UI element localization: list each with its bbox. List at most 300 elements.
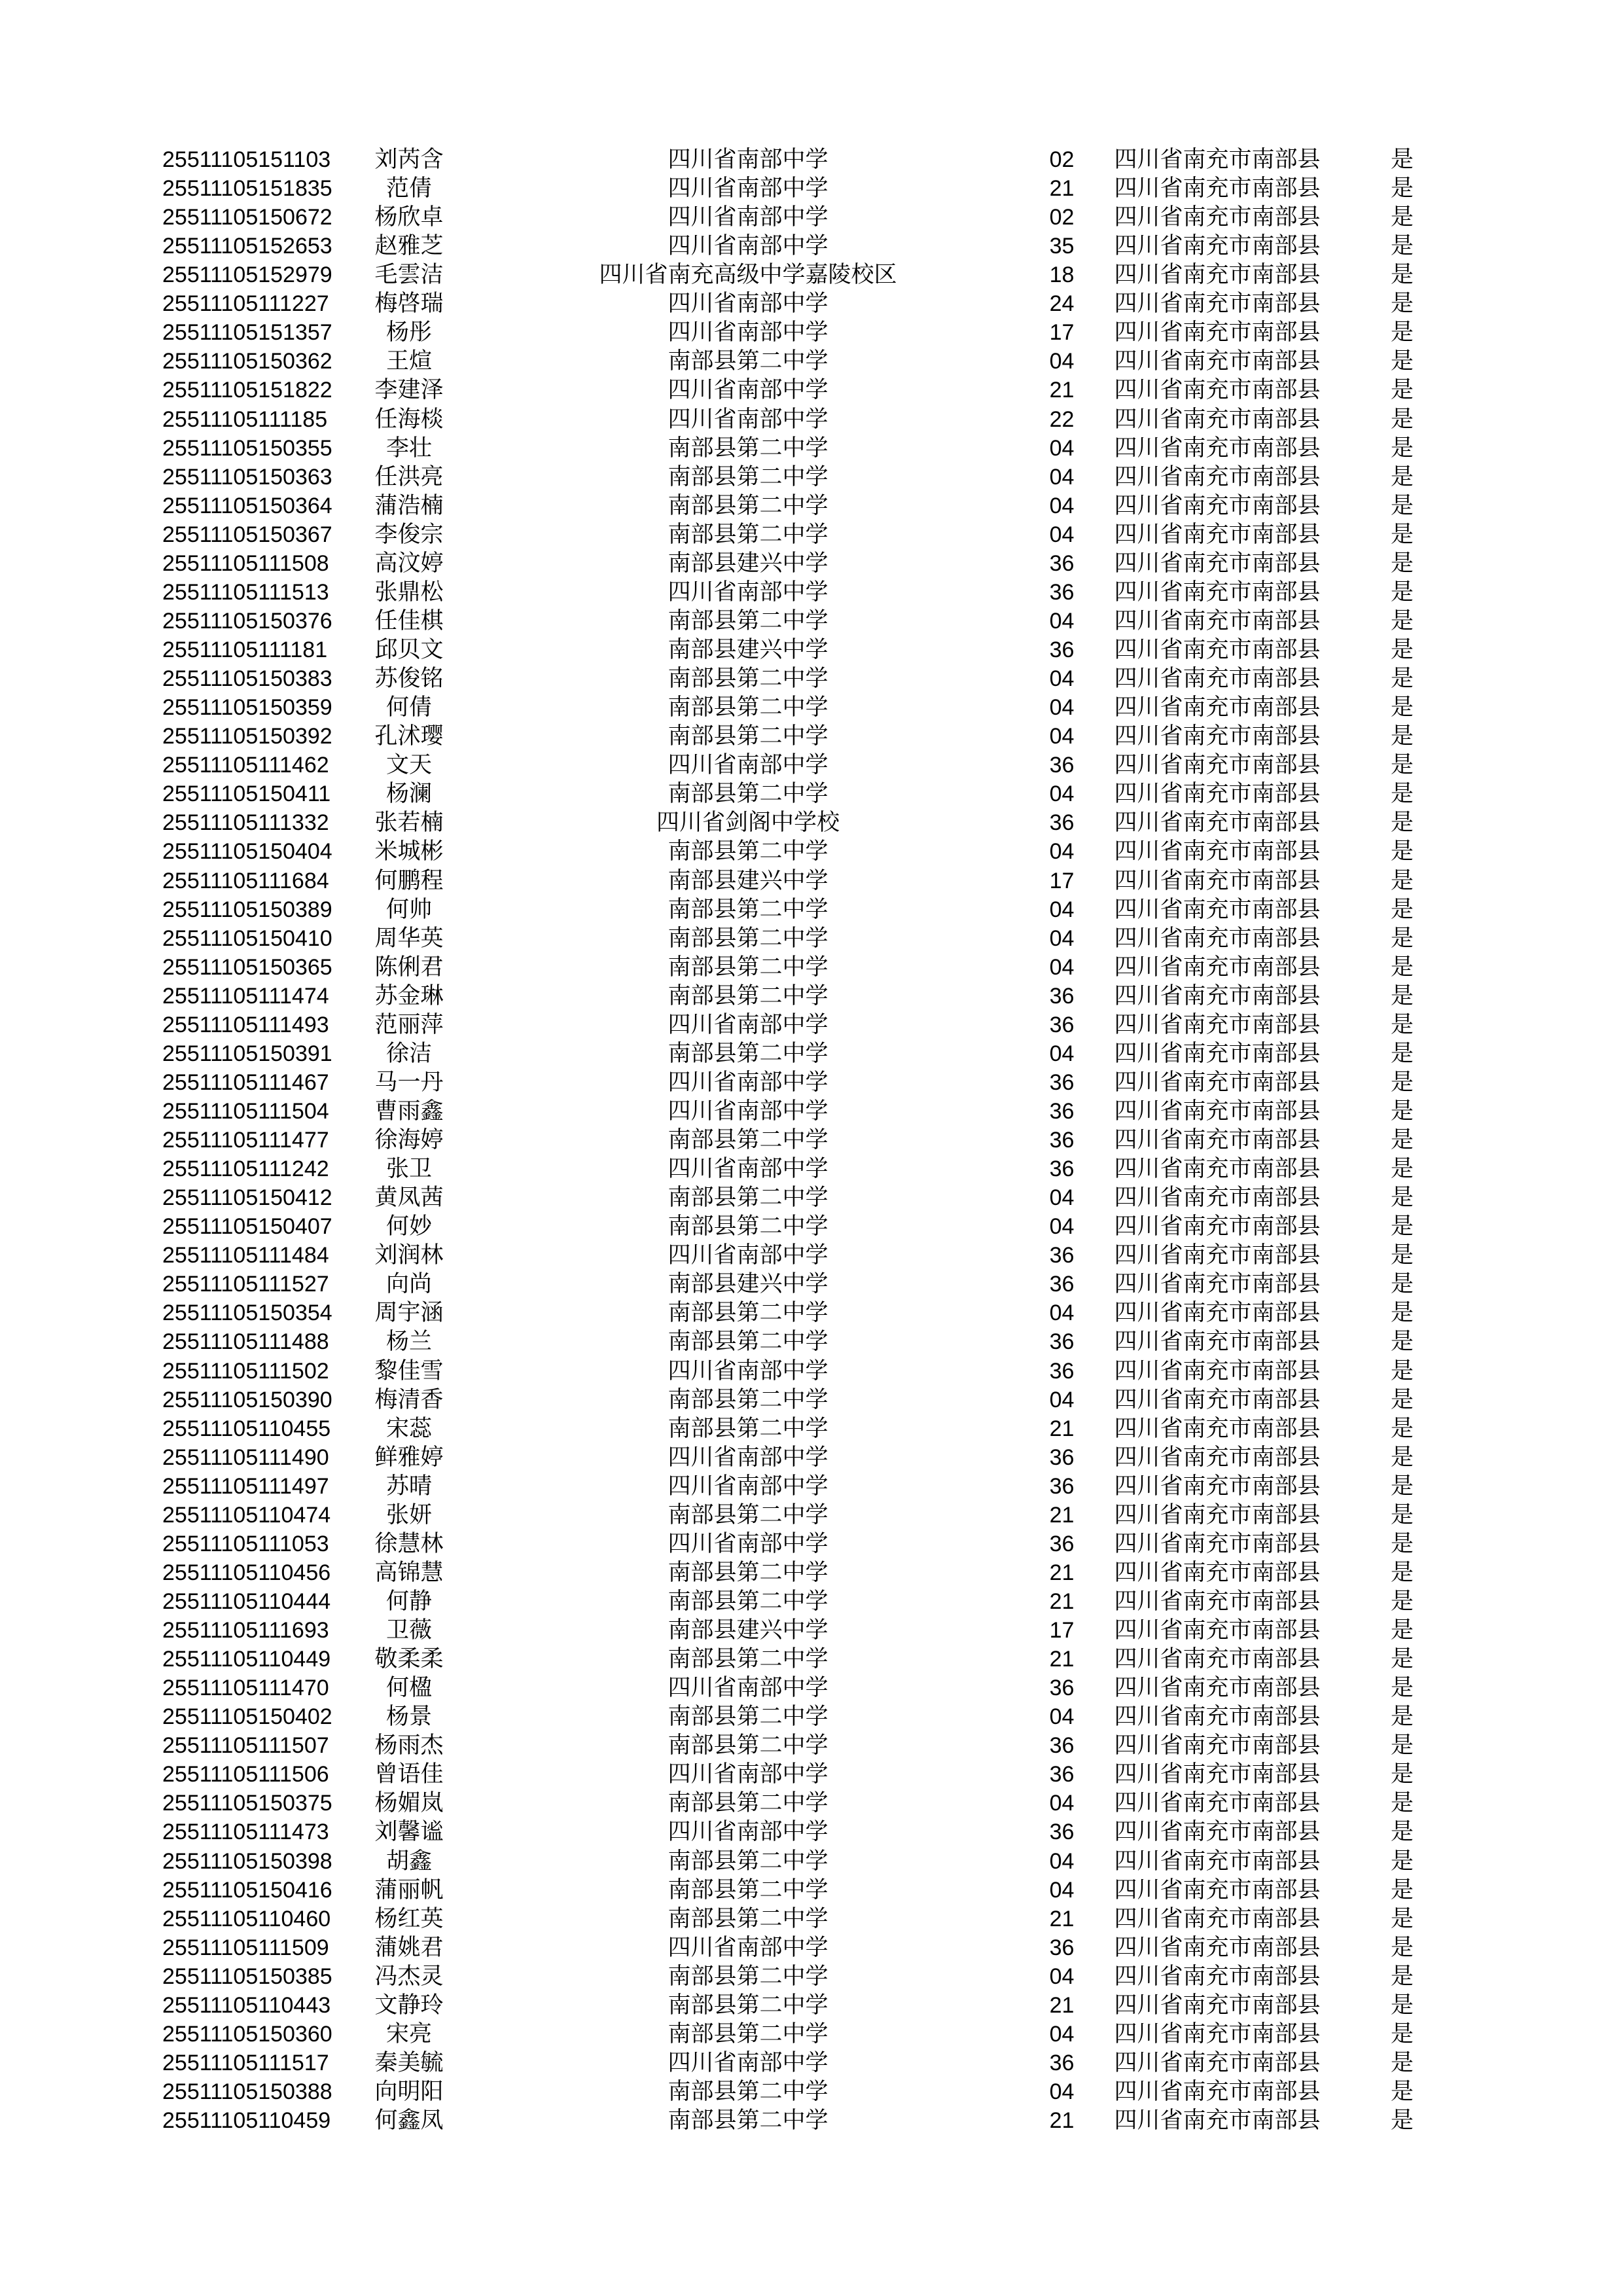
- category-code: 04: [1049, 1704, 1075, 1729]
- confirm-flag: 是: [1390, 1012, 1414, 1037]
- confirm-flag: 是: [1390, 2108, 1414, 2133]
- school-name: 四川省南部中学: [668, 1819, 829, 1844]
- school-name: 南部县第二中学: [668, 2021, 829, 2047]
- table-row: [0, 1933, 1623, 1962]
- category-code: 36: [1049, 1243, 1075, 1268]
- school-name: 四川省南部中学: [668, 291, 829, 316]
- student-name: 曾语佳: [374, 1761, 444, 1787]
- student-name: 宋蕊: [385, 1416, 432, 1441]
- table-row: [0, 520, 1623, 549]
- registration-id: 25511105150389: [162, 897, 332, 922]
- county-name: 四川省南充市南部县: [1114, 1185, 1321, 1210]
- school-name: 南部县第二中学: [668, 2079, 829, 2104]
- category-code: 04: [1049, 781, 1075, 806]
- table-row: [0, 203, 1623, 232]
- confirm-flag: 是: [1390, 838, 1414, 864]
- table-row: [0, 1731, 1623, 1760]
- category-code: 36: [1049, 1820, 1075, 1844]
- confirm-flag: 是: [1390, 1300, 1414, 1325]
- registration-id: 25511105111053: [162, 1532, 329, 1556]
- school-name: 南部县第二中学: [668, 1127, 829, 1153]
- student-name: 何帅: [385, 897, 432, 922]
- student-name: 李建泽: [374, 377, 444, 403]
- confirm-flag: 是: [1390, 723, 1414, 749]
- county-name: 四川省南充市南部县: [1114, 1012, 1321, 1037]
- school-name: 四川省南部中学: [668, 406, 829, 432]
- county-name: 四川省南充市南部县: [1114, 233, 1321, 259]
- school-name: 四川省南部中学: [668, 204, 829, 230]
- category-code: 21: [1049, 1647, 1075, 1672]
- county-name: 四川省南充市南部县: [1114, 291, 1321, 316]
- table-row: [0, 1472, 1623, 1501]
- category-code: 35: [1049, 234, 1075, 259]
- table-row: [0, 751, 1623, 780]
- school-name: 四川省南部中学: [668, 1761, 829, 1787]
- registration-id: 25511105110455: [162, 1416, 331, 1441]
- registration-id: 25511105110460: [162, 1907, 331, 1931]
- county-name: 四川省南充市南部县: [1114, 1473, 1321, 1499]
- school-name: 南部县第二中学: [668, 1646, 829, 1672]
- registration-id: 25511105110449: [162, 1647, 331, 1672]
- confirm-flag: 是: [1390, 1964, 1414, 1989]
- student-name: 马一丹: [374, 1069, 444, 1095]
- registration-id: 25511105151103: [162, 147, 331, 172]
- school-name: 南部县第二中学: [668, 2108, 829, 2133]
- table-row: [0, 808, 1623, 837]
- category-code: 36: [1049, 810, 1075, 835]
- confirm-flag: 是: [1390, 781, 1414, 806]
- table-row: [0, 1183, 1623, 1212]
- county-name: 四川省南充市南部县: [1114, 2108, 1321, 2133]
- registration-id: 25511105150355: [162, 436, 332, 461]
- student-name: 向尚: [385, 1271, 432, 1297]
- confirm-flag: 是: [1390, 1213, 1414, 1239]
- confirm-flag: 是: [1390, 204, 1414, 230]
- school-name: 四川省南部中学: [668, 1012, 829, 1037]
- category-code: 21: [1049, 378, 1075, 403]
- student-name: 蒲丽帆: [374, 1877, 444, 1903]
- category-code: 04: [1049, 839, 1075, 864]
- registration-id: 25511105111484: [162, 1243, 329, 1268]
- table-row: [0, 1155, 1623, 1183]
- table-row: [0, 1760, 1623, 1789]
- registration-id: 25511105111332: [162, 810, 329, 835]
- county-name: 四川省南充市南部县: [1114, 1271, 1321, 1297]
- student-name: 胡鑫: [385, 1848, 432, 1874]
- county-name: 四川省南充市南部县: [1114, 781, 1321, 806]
- registration-id: 25511105150410: [162, 926, 332, 951]
- confirm-flag: 是: [1390, 1098, 1414, 1124]
- registration-id: 25511105111488: [162, 1329, 329, 1354]
- student-name: 高锦慧: [374, 1560, 444, 1585]
- confirm-flag: 是: [1390, 1877, 1414, 1903]
- confirm-flag: 是: [1390, 348, 1414, 374]
- student-name: 杨雨杰: [374, 1732, 444, 1758]
- table-row: [0, 1126, 1623, 1155]
- student-name: 徐洁: [385, 1041, 432, 1066]
- county-name: 四川省南充市南部县: [1114, 1877, 1321, 1903]
- county-name: 四川省南充市南部县: [1114, 2079, 1321, 2104]
- student-name: 刘润林: [374, 1242, 444, 1268]
- table-row: [0, 1991, 1623, 2020]
- registration-id: 25511105111462: [162, 753, 329, 778]
- county-name: 四川省南充市南部县: [1114, 1732, 1321, 1758]
- category-code: 36: [1049, 1157, 1075, 1181]
- student-name: 杨欣卓: [374, 204, 444, 230]
- category-code: 36: [1049, 1733, 1075, 1758]
- confirm-flag: 是: [1390, 175, 1414, 201]
- table-row: [0, 2077, 1623, 2106]
- county-name: 四川省南充市南部县: [1114, 666, 1321, 691]
- confirm-flag: 是: [1390, 1646, 1414, 1672]
- county-name: 四川省南充市南部县: [1114, 1358, 1321, 1384]
- student-name: 蒲浩楠: [374, 493, 444, 518]
- table-row: [0, 722, 1623, 751]
- registration-id: 25511105111467: [162, 1070, 329, 1095]
- registration-id: 25511105150363: [162, 465, 332, 490]
- category-code: 04: [1049, 666, 1075, 691]
- registration-id: 25511105150412: [162, 1185, 332, 1210]
- confirm-flag: 是: [1390, 1358, 1414, 1384]
- county-name: 四川省南充市南部县: [1114, 1329, 1321, 1354]
- table-row: [0, 1789, 1623, 1818]
- category-code: 04: [1049, 724, 1075, 749]
- student-name: 张鼎松: [374, 579, 444, 605]
- school-name: 南部县第二中学: [668, 1041, 829, 1066]
- school-name: 南部县第二中学: [668, 1704, 829, 1729]
- student-name: 米城彬: [374, 838, 444, 864]
- county-name: 四川省南充市南部县: [1114, 493, 1321, 518]
- confirm-flag: 是: [1390, 147, 1414, 172]
- county-name: 四川省南充市南部县: [1114, 175, 1321, 201]
- confirm-flag: 是: [1390, 1906, 1414, 1931]
- school-name: 南部县建兴中学: [668, 1271, 829, 1297]
- school-name: 南部县第二中学: [668, 1329, 829, 1354]
- category-code: 04: [1049, 1388, 1075, 1412]
- table-row: [0, 1587, 1623, 1616]
- category-code: 04: [1049, 1185, 1075, 1210]
- county-name: 四川省南充市南部县: [1114, 637, 1321, 662]
- county-name: 四川省南充市南部县: [1114, 1906, 1321, 1931]
- registration-id: 25511105111508: [162, 551, 329, 576]
- registration-id: 25511105150388: [162, 2079, 332, 2104]
- student-name: 文静玲: [374, 1992, 444, 2018]
- student-name: 苏俊铭: [374, 666, 444, 691]
- table-row: [0, 837, 1623, 866]
- school-name: 南部县第二中学: [668, 1848, 829, 1874]
- confirm-flag: 是: [1390, 925, 1414, 951]
- confirm-flag: 是: [1390, 1617, 1414, 1643]
- registration-id: 25511105110459: [162, 2108, 331, 2133]
- confirm-flag: 是: [1390, 522, 1414, 547]
- student-name: 任海棪: [374, 406, 444, 432]
- confirm-flag: 是: [1390, 1502, 1414, 1528]
- county-name: 四川省南充市南部县: [1114, 608, 1321, 634]
- confirm-flag: 是: [1390, 291, 1414, 316]
- table-row: [0, 1299, 1623, 1327]
- county-name: 四川省南充市南部县: [1114, 868, 1321, 893]
- registration-id: 25511105150392: [162, 724, 332, 749]
- school-name: 四川省南部中学: [668, 377, 829, 403]
- county-name: 四川省南充市南部县: [1114, 1242, 1321, 1268]
- student-name: 杨媚岚: [374, 1790, 444, 1816]
- confirm-flag: 是: [1390, 1387, 1414, 1412]
- table-row: [0, 376, 1623, 404]
- student-name: 任佳棋: [374, 608, 444, 634]
- county-name: 四川省南充市南部县: [1114, 954, 1321, 980]
- school-name: 南部县第二中学: [668, 464, 829, 490]
- confirm-flag: 是: [1390, 637, 1414, 662]
- registration-id: 25511105150411: [162, 781, 331, 806]
- school-name: 南部县第二中学: [668, 983, 829, 1009]
- school-name: 南部县第二中学: [668, 1416, 829, 1441]
- category-code: 17: [1049, 869, 1075, 893]
- school-name: 四川省南部中学: [668, 233, 829, 259]
- county-name: 四川省南充市南部县: [1114, 550, 1321, 576]
- student-name: 何鹏程: [374, 868, 444, 893]
- school-name: 四川省南部中学: [668, 147, 829, 172]
- county-name: 四川省南充市南部县: [1114, 579, 1321, 605]
- table-row: [0, 1905, 1623, 1933]
- confirm-flag: 是: [1390, 1790, 1414, 1816]
- school-name: 南部县建兴中学: [668, 1617, 829, 1643]
- table-row: [0, 867, 1623, 895]
- county-name: 四川省南充市南部县: [1114, 925, 1321, 951]
- registration-id: 25511105111502: [162, 1359, 329, 1384]
- category-code: 04: [1049, 1214, 1075, 1239]
- registration-id: 25511105111490: [162, 1445, 329, 1470]
- registration-id: 25511105150402: [162, 1704, 332, 1729]
- county-name: 四川省南充市南部县: [1114, 1416, 1321, 1441]
- registration-id: 25511105150359: [162, 695, 332, 720]
- county-name: 四川省南充市南部县: [1114, 1387, 1321, 1412]
- confirm-flag: 是: [1390, 1329, 1414, 1354]
- registration-id: 25511105110456: [162, 1560, 331, 1585]
- county-name: 四川省南充市南部县: [1114, 1992, 1321, 2018]
- category-code: 02: [1049, 205, 1075, 230]
- school-name: 南部县第二中学: [668, 1877, 829, 1903]
- county-name: 四川省南充市南部县: [1114, 1819, 1321, 1844]
- county-name: 四川省南充市南部县: [1114, 723, 1321, 749]
- confirm-flag: 是: [1390, 1560, 1414, 1585]
- student-name: 周华英: [374, 925, 444, 951]
- confirm-flag: 是: [1390, 435, 1414, 461]
- registration-id: 25511105152653: [162, 234, 332, 259]
- confirm-flag: 是: [1390, 1069, 1414, 1095]
- category-code: 36: [1049, 637, 1075, 662]
- table-row: [0, 1327, 1623, 1356]
- registration-id: 25511105111470: [162, 1676, 329, 1700]
- category-code: 36: [1049, 1676, 1075, 1700]
- registration-id: 25511105150362: [162, 349, 332, 374]
- county-name: 四川省南充市南部县: [1114, 1531, 1321, 1556]
- county-name: 四川省南充市南部县: [1114, 838, 1321, 864]
- county-name: 四川省南充市南部县: [1114, 2021, 1321, 2047]
- table-row: [0, 607, 1623, 636]
- county-name: 四川省南充市南部县: [1114, 377, 1321, 403]
- category-code: 36: [1049, 1070, 1075, 1095]
- school-name: 南部县第二中学: [668, 1185, 829, 1210]
- category-code: 04: [1049, 436, 1075, 461]
- student-name: 卫薇: [385, 1617, 432, 1643]
- county-name: 四川省南充市南部县: [1114, 1588, 1321, 1614]
- confirm-flag: 是: [1390, 1242, 1414, 1268]
- confirm-flag: 是: [1390, 1473, 1414, 1499]
- student-name: 向明阳: [374, 2079, 444, 2104]
- table-row: [0, 145, 1623, 174]
- registration-id: 25511105111181: [162, 637, 328, 662]
- category-code: 36: [1049, 1013, 1075, 1037]
- registration-id: 25511105151357: [162, 320, 332, 345]
- student-name: 范丽萍: [374, 1012, 444, 1037]
- school-name: 四川省南部中学: [668, 319, 829, 345]
- student-name: 李壮: [385, 435, 432, 461]
- category-code: 04: [1049, 1878, 1075, 1903]
- table-row: [0, 1414, 1623, 1443]
- table-row: [0, 953, 1623, 982]
- school-name: 南部县第二中学: [668, 1790, 829, 1816]
- county-name: 四川省南充市南部县: [1114, 435, 1321, 461]
- student-name: 杨景: [385, 1704, 432, 1729]
- confirm-flag: 是: [1390, 464, 1414, 490]
- school-name: 南部县建兴中学: [668, 550, 829, 576]
- school-name: 南部县第二中学: [668, 1560, 829, 1585]
- category-code: 36: [1049, 551, 1075, 576]
- student-name: 何楹: [385, 1675, 432, 1700]
- category-code: 36: [1049, 1935, 1075, 1960]
- registration-id: 25511105110474: [162, 1503, 331, 1528]
- student-name: 徐慧林: [374, 1531, 444, 1556]
- school-name: 南部县第二中学: [668, 781, 829, 806]
- school-name: 四川省南部中学: [668, 1098, 829, 1124]
- category-code: 18: [1049, 262, 1075, 287]
- county-name: 四川省南充市南部县: [1114, 1761, 1321, 1787]
- registration-id: 25511105150365: [162, 955, 332, 980]
- confirm-flag: 是: [1390, 1761, 1414, 1787]
- school-name: 四川省南部中学: [668, 1069, 829, 1095]
- confirm-flag: 是: [1390, 1416, 1414, 1441]
- registration-id: 25511105111527: [162, 1272, 329, 1297]
- student-name: 杨彤: [385, 319, 432, 345]
- registration-id: 25511105111513: [162, 580, 329, 605]
- county-name: 四川省南充市南部县: [1114, 464, 1321, 490]
- category-code: 21: [1049, 1589, 1075, 1614]
- student-name: 杨澜: [385, 781, 432, 806]
- confirm-flag: 是: [1390, 1271, 1414, 1297]
- confirm-flag: 是: [1390, 954, 1414, 980]
- confirm-flag: 是: [1390, 550, 1414, 576]
- registration-id: 25511105151835: [162, 176, 332, 201]
- table-row: [0, 1847, 1623, 1876]
- table-row: [0, 578, 1623, 607]
- registration-id: 25511105150375: [162, 1791, 332, 1816]
- confirm-flag: 是: [1390, 666, 1414, 691]
- county-name: 四川省南充市南部县: [1114, 147, 1321, 172]
- registration-id: 25511105111497: [162, 1474, 329, 1499]
- registration-id: 25511105110443: [162, 1993, 331, 2018]
- county-name: 四川省南充市南部县: [1114, 694, 1321, 720]
- registration-id: 25511105150383: [162, 666, 332, 691]
- category-code: 04: [1049, 609, 1075, 634]
- confirm-flag: 是: [1390, 868, 1414, 893]
- registration-id: 25511105150404: [162, 839, 332, 864]
- registration-id: 25511105150354: [162, 1300, 332, 1325]
- category-code: 04: [1049, 1300, 1075, 1325]
- school-name: 四川省南部中学: [668, 1935, 829, 1960]
- table-row: [0, 1818, 1623, 1846]
- table-row: [0, 1962, 1623, 1991]
- confirm-flag: 是: [1390, 1675, 1414, 1700]
- table-row: [0, 492, 1623, 520]
- student-name: 张若楠: [374, 810, 444, 835]
- table-row: [0, 2020, 1623, 2049]
- category-code: 24: [1049, 291, 1075, 316]
- county-name: 四川省南充市南部县: [1114, 1444, 1321, 1470]
- student-name: 文天: [385, 752, 432, 778]
- confirm-flag: 是: [1390, 1819, 1414, 1844]
- confirm-flag: 是: [1390, 1185, 1414, 1210]
- student-name: 赵雅芝: [374, 233, 444, 259]
- registration-id: 25511105150672: [162, 205, 332, 230]
- confirm-flag: 是: [1390, 1848, 1414, 1874]
- category-code: 36: [1049, 1762, 1075, 1787]
- registration-id: 25511105150376: [162, 609, 332, 634]
- table-row: [0, 1039, 1623, 1068]
- registration-id: 25511105111504: [162, 1099, 329, 1124]
- category-code: 36: [1049, 1474, 1075, 1499]
- school-name: 四川省南部中学: [668, 1675, 829, 1700]
- confirm-flag: 是: [1390, 608, 1414, 634]
- county-name: 四川省南充市南部县: [1114, 1300, 1321, 1325]
- table-row: [0, 260, 1623, 289]
- school-name: 南部县第二中学: [668, 1300, 829, 1325]
- county-name: 四川省南充市南部县: [1114, 2050, 1321, 2075]
- student-name: 宋亮: [385, 2021, 432, 2047]
- school-name: 南部县第二中学: [668, 435, 829, 461]
- category-code: 04: [1049, 1849, 1075, 1874]
- school-name: 南部县第二中学: [668, 954, 829, 980]
- table-row: [0, 463, 1623, 492]
- school-name: 南部县第二中学: [668, 1732, 829, 1758]
- confirm-flag: 是: [1390, 897, 1414, 922]
- student-name: 蒲姚君: [374, 1935, 444, 1960]
- registration-id: 25511105111506: [162, 1762, 329, 1787]
- confirm-flag: 是: [1390, 810, 1414, 835]
- category-code: 17: [1049, 1618, 1075, 1643]
- table-row: [0, 1616, 1623, 1645]
- category-code: 04: [1049, 1041, 1075, 1066]
- category-code: 36: [1049, 580, 1075, 605]
- confirm-flag: 是: [1390, 233, 1414, 259]
- student-name: 曹雨鑫: [374, 1098, 444, 1124]
- category-code: 17: [1049, 320, 1075, 345]
- county-name: 四川省南充市南部县: [1114, 897, 1321, 922]
- category-code: 21: [1049, 1503, 1075, 1528]
- county-name: 四川省南充市南部县: [1114, 1560, 1321, 1585]
- student-name: 鲜雅婷: [374, 1444, 444, 1470]
- confirm-flag: 是: [1390, 1992, 1414, 2018]
- county-name: 四川省南充市南部县: [1114, 1156, 1321, 1181]
- student-name: 梅清香: [374, 1387, 444, 1412]
- student-name: 刘馨谧: [374, 1819, 444, 1844]
- category-code: 04: [1049, 2022, 1075, 2047]
- registration-id: 25511105150385: [162, 1964, 332, 1989]
- table-row: [0, 1645, 1623, 1674]
- confirm-flag: 是: [1390, 1732, 1414, 1758]
- category-code: 04: [1049, 695, 1075, 720]
- student-name: 张妍: [385, 1502, 432, 1528]
- student-name: 黄凤茜: [374, 1185, 444, 1210]
